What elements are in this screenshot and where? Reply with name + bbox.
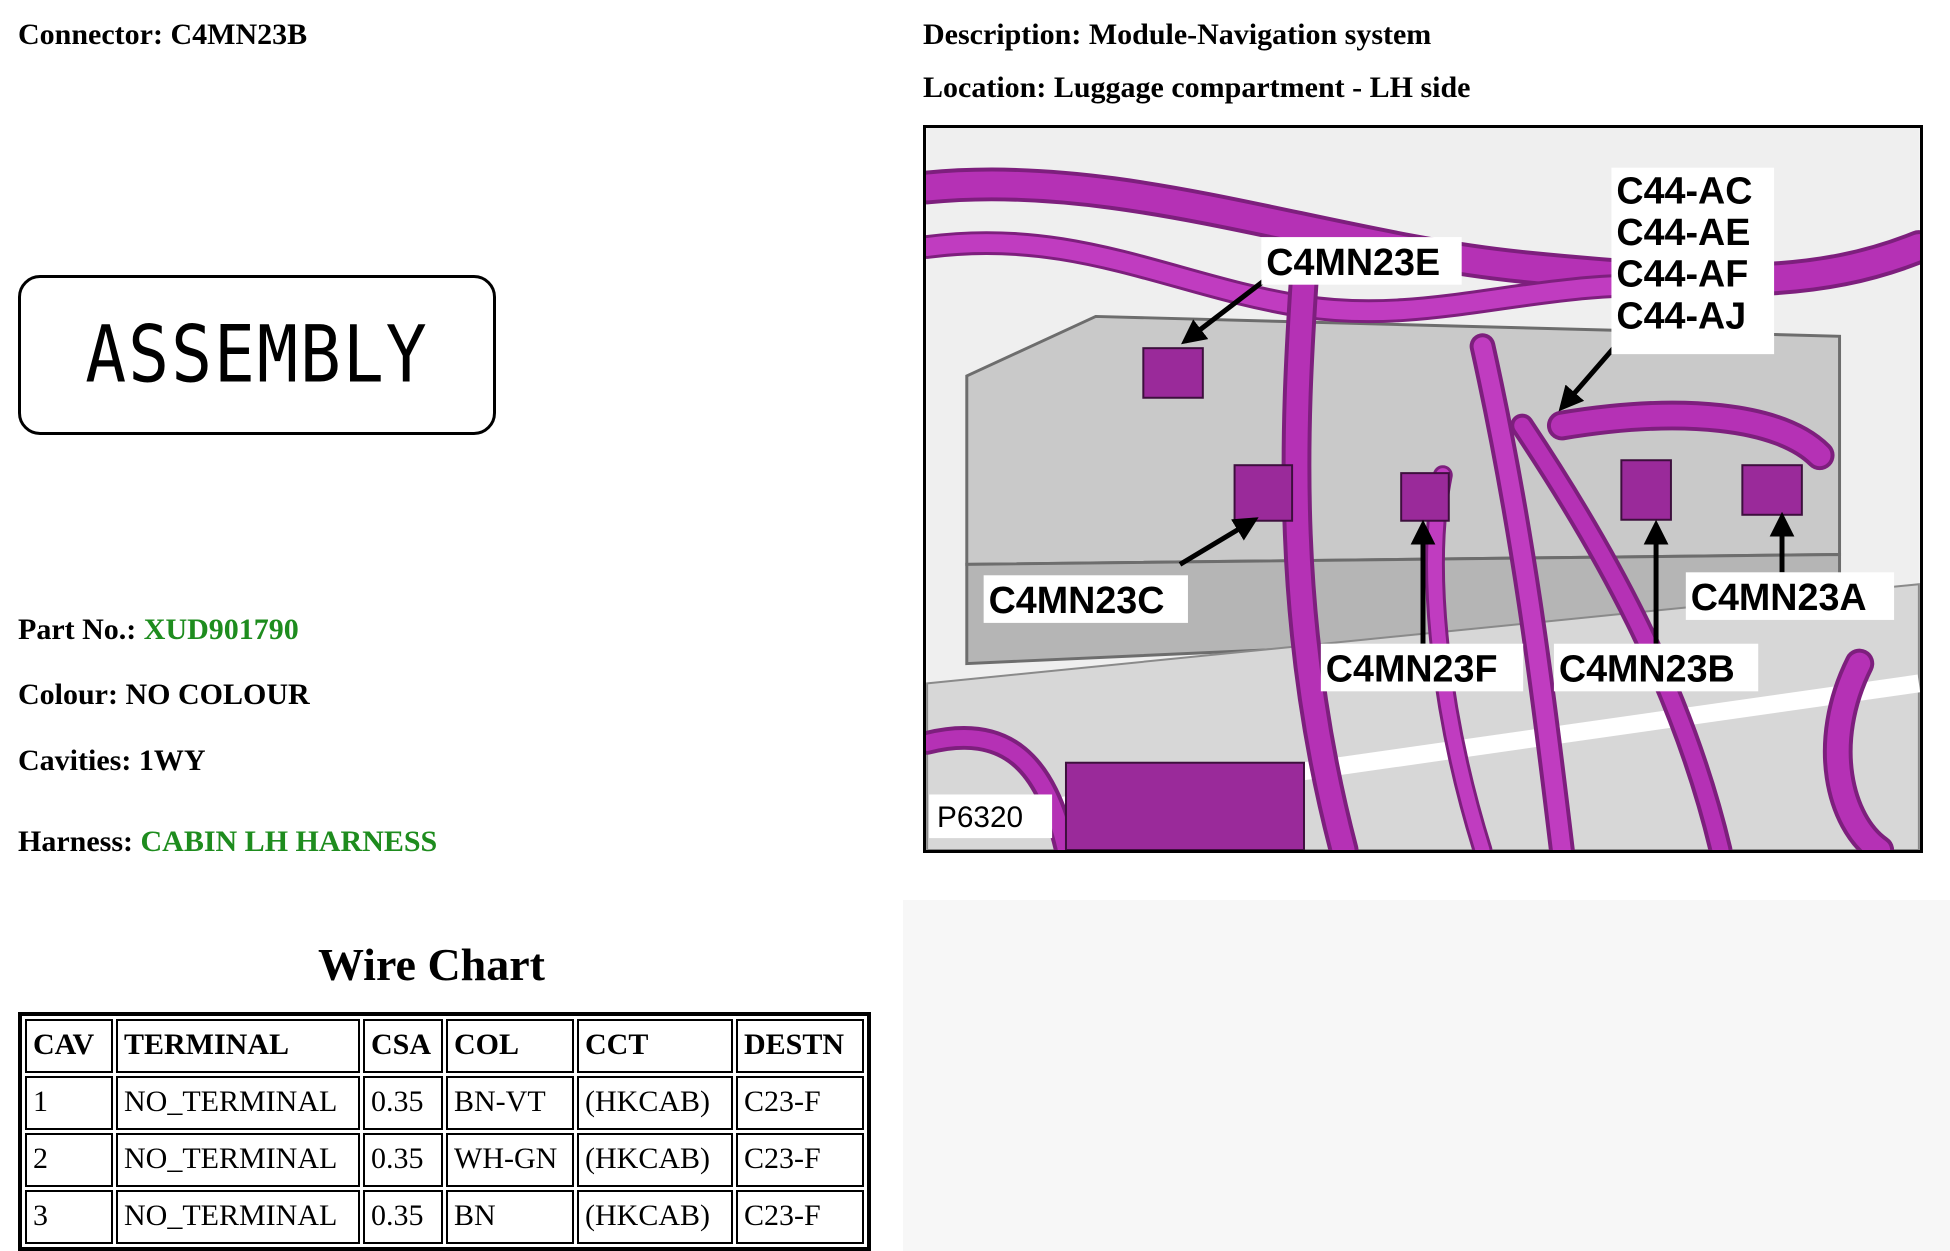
cell-terminal: NO_TERMINAL [116, 1190, 360, 1244]
colour-value: NO COLOUR [125, 678, 310, 711]
figure-id: P6320 [937, 801, 1024, 835]
diagram-illustration [926, 128, 1920, 850]
part-number-field [18, 613, 299, 647]
connector-field [18, 18, 307, 52]
cell-csa: 0.35 [363, 1190, 443, 1244]
description-label: Description: [923, 18, 1082, 51]
header-col: COL [446, 1019, 574, 1073]
cell-col: BN-VT [446, 1076, 574, 1130]
description-value: Module-Navigation system [1088, 18, 1432, 51]
location-label: Location: [923, 71, 1047, 104]
callout-c4mn23c: C4MN23C [988, 578, 1165, 621]
header-cav: CAV [25, 1019, 113, 1073]
connector-label: Connector: [18, 18, 163, 51]
callout-c4mn23e: C4MN23E [1266, 240, 1441, 283]
callout-c44-ae: C44-AE [1616, 211, 1751, 254]
colour-label: Colour: [18, 678, 118, 711]
cavities-value: 1WY [138, 744, 206, 777]
cell-terminal: NO_TERMINAL [116, 1133, 360, 1187]
location-field [923, 71, 1470, 105]
part-number-label: Part No.: [18, 613, 137, 646]
cell-cct: (HKCAB) [577, 1190, 733, 1244]
cell-destn: C23-F [736, 1190, 864, 1244]
cell-csa: 0.35 [363, 1133, 443, 1187]
cell-csa: 0.35 [363, 1076, 443, 1130]
header-terminal: TERMINAL [116, 1019, 360, 1073]
cell-cav: 2 [25, 1133, 113, 1187]
callout-c4mn23f: C4MN23F [1325, 647, 1498, 690]
part-number-link[interactable]: XUD901790 [143, 613, 299, 646]
cell-cav: 3 [25, 1190, 113, 1244]
cell-col: BN [446, 1190, 574, 1244]
table-header-row [25, 1019, 864, 1073]
cell-destn: C23-F [736, 1076, 864, 1130]
harness-link[interactable]: CABIN LH HARNESS [140, 825, 438, 858]
harness-label: Harness: [18, 825, 133, 858]
table-row [25, 1076, 864, 1130]
cavities-label: Cavities: [18, 744, 132, 777]
connector-value: C4MN23B [170, 18, 308, 51]
blank-panel [903, 900, 1950, 1251]
table-row [25, 1133, 864, 1187]
callout-c44-ac: C44-AC [1616, 169, 1753, 212]
assembly-text: ASSEMBLY [85, 309, 429, 401]
wire-chart-title: Wire Chart [318, 939, 545, 990]
callout-c44-af: C44-AF [1616, 252, 1749, 295]
header-csa: CSA [363, 1019, 443, 1073]
cell-cct: (HKCAB) [577, 1133, 733, 1187]
description-field [923, 18, 1431, 52]
location-value: Luggage compartment - LH side [1053, 71, 1471, 104]
cell-cct: (HKCAB) [577, 1076, 733, 1130]
header-destn: DESTN [736, 1019, 864, 1073]
callout-c4mn23a: C4MN23A [1690, 575, 1867, 618]
header-cct: CCT [577, 1019, 733, 1073]
cavities-field [18, 744, 205, 778]
callout-c4mn23b: C4MN23B [1558, 647, 1735, 690]
callout-c44-aj: C44-AJ [1616, 294, 1747, 337]
cell-destn: C23-F [736, 1133, 864, 1187]
cell-terminal: NO_TERMINAL [116, 1076, 360, 1130]
connector-location-diagram [923, 125, 1923, 853]
colour-field [18, 678, 310, 712]
assembly-box [18, 275, 496, 435]
wire-chart-table [18, 1012, 871, 1251]
table-row [25, 1190, 864, 1244]
cell-col: WH-GN [446, 1133, 574, 1187]
cell-cav: 1 [25, 1076, 113, 1130]
harness-field [18, 825, 437, 859]
